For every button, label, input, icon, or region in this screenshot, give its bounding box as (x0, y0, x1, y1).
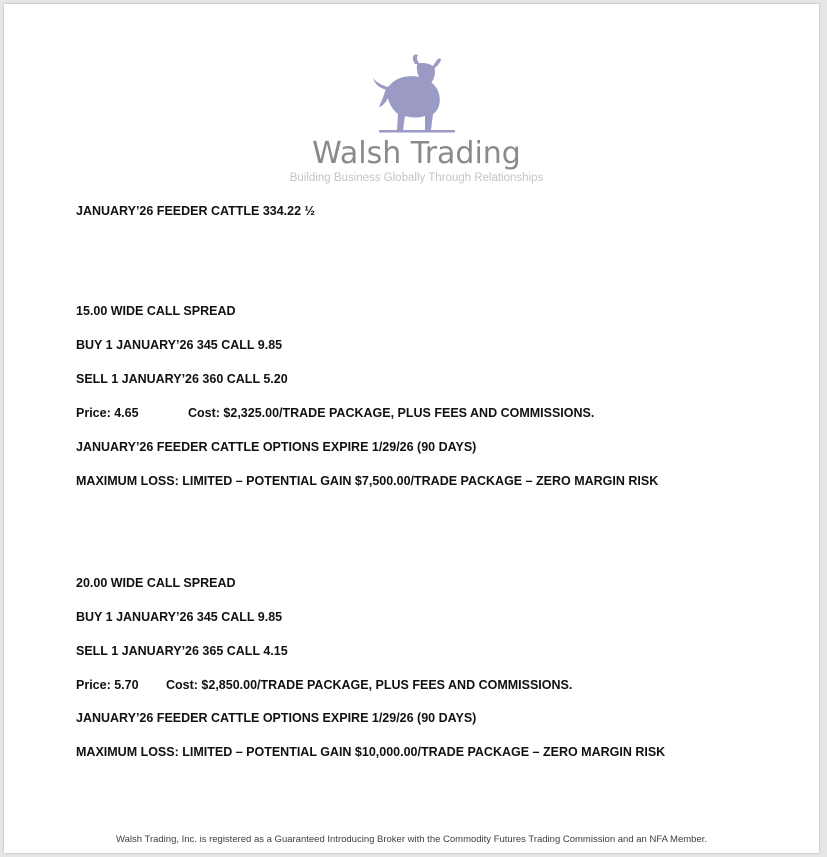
spread2-price: Price: 5.70 (76, 678, 139, 692)
spread2-buy: BUY 1 JANUARY’26 345 CALL 9.85 (76, 610, 283, 624)
footer-disclaimer: Walsh Trading, Inc. is registered as a Guaranteed Introducing Broker with the Commodity Futures Trading Commission and an NFA Member. (115, 834, 708, 845)
company-logo (284, 54, 549, 189)
spread2-risk: MAXIMUM LOSS: LIMITED – POTENTIAL GAIN $10,000.00/TRADE PACKAGE – ZERO MARGIN RISK (76, 745, 666, 759)
spread1-buy: BUY 1 JANUARY’26 345 CALL 9.85 (76, 338, 283, 352)
spread2-title: 20.00 WIDE CALL SPREAD (76, 576, 236, 590)
spread1-price: Price: 4.65 (76, 406, 139, 420)
spread1-sell: SELL 1 JANUARY’26 360 CALL 5.20 (76, 372, 288, 386)
spread1-cost: Cost: $2,325.00/TRADE PACKAGE, PLUS FEES AND COMMISSIONS. (188, 406, 595, 420)
spread2-expire: JANUARY’26 FEEDER CATTLE OPTIONS EXPIRE 1/29/26 (90 DAYS) (76, 711, 477, 725)
bull-icon (367, 54, 467, 134)
spread2-cost: Cost: $2,850.00/TRADE PACKAGE, PLUS FEES AND COMMISSIONS. (166, 678, 573, 692)
brand-name: Walsh Trading (312, 136, 521, 171)
spread2-price-row (76, 678, 573, 692)
document-page (4, 4, 819, 853)
spread1-risk: MAXIMUM LOSS: LIMITED – POTENTIAL GAIN $7,500.00/TRADE PACKAGE – ZERO MARGIN RISK (76, 474, 659, 488)
spread1-title: 15.00 WIDE CALL SPREAD (76, 304, 236, 318)
headline: JANUARY’26 FEEDER CATTLE 334.22 ½ (76, 204, 315, 218)
spread2-sell: SELL 1 JANUARY’26 365 CALL 4.15 (76, 644, 288, 658)
spread1-price-row (76, 406, 595, 420)
spread1-expire: JANUARY’26 FEEDER CATTLE OPTIONS EXPIRE 1/29/26 (90 DAYS) (76, 440, 477, 454)
brand-tagline: Building Business Globally Through Relationships (289, 172, 544, 184)
